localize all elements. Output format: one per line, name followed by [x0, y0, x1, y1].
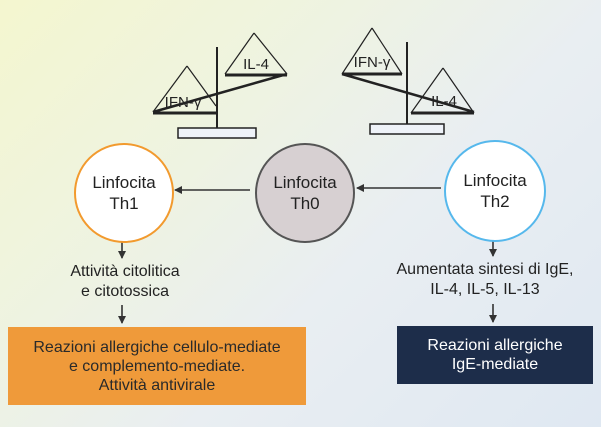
right-scale-high-label: IFN-γ	[353, 54, 391, 71]
left-balance-scale	[153, 33, 287, 138]
right-scale-base	[370, 124, 444, 134]
th2-outcome-box	[397, 326, 593, 384]
th1-outcome-line1: Reazioni allergiche cellulo-mediate	[33, 338, 281, 356]
th1-effect-line1: Attività citolitica	[70, 263, 180, 280]
th1-effect-text	[40, 262, 210, 302]
th1-line2: Th1	[109, 194, 139, 213]
th1-line1: Linfocita	[92, 173, 156, 192]
left-scale-low-label: IFN-γ	[164, 94, 202, 111]
th2-outcome-line1: Reazioni allergiche	[427, 337, 563, 354]
th1-effect-line2: e citotossica	[80, 283, 170, 300]
th2-effect-text	[375, 260, 595, 300]
right-balance-scale	[342, 28, 474, 134]
th2-effect-line1: Aumentata sintesi di IgE,	[396, 261, 574, 278]
th2-outcome-line2: IgE-mediate	[451, 356, 539, 373]
th1-outcome-box	[8, 327, 306, 405]
right-scale-low-label: IL-4	[431, 93, 457, 110]
th2-line1: Linfocita	[463, 171, 527, 190]
th0-line2: Th0	[290, 194, 320, 213]
th1-outcome-line2: e complemento-mediate.	[68, 357, 246, 375]
node-linfocita-th1	[74, 143, 174, 243]
th2-line2: Th2	[480, 192, 510, 211]
th0-line1: Linfocita	[273, 173, 337, 192]
node-linfocita-th0	[255, 143, 355, 243]
node-linfocita-th2	[444, 140, 546, 242]
th1-outcome-line3: Attività antivirale	[98, 376, 216, 394]
th2-effect-line2: IL-4, IL-5, IL-13	[430, 281, 540, 298]
left-scale-base	[178, 128, 256, 138]
left-scale-high-label: IL-4	[243, 56, 269, 73]
